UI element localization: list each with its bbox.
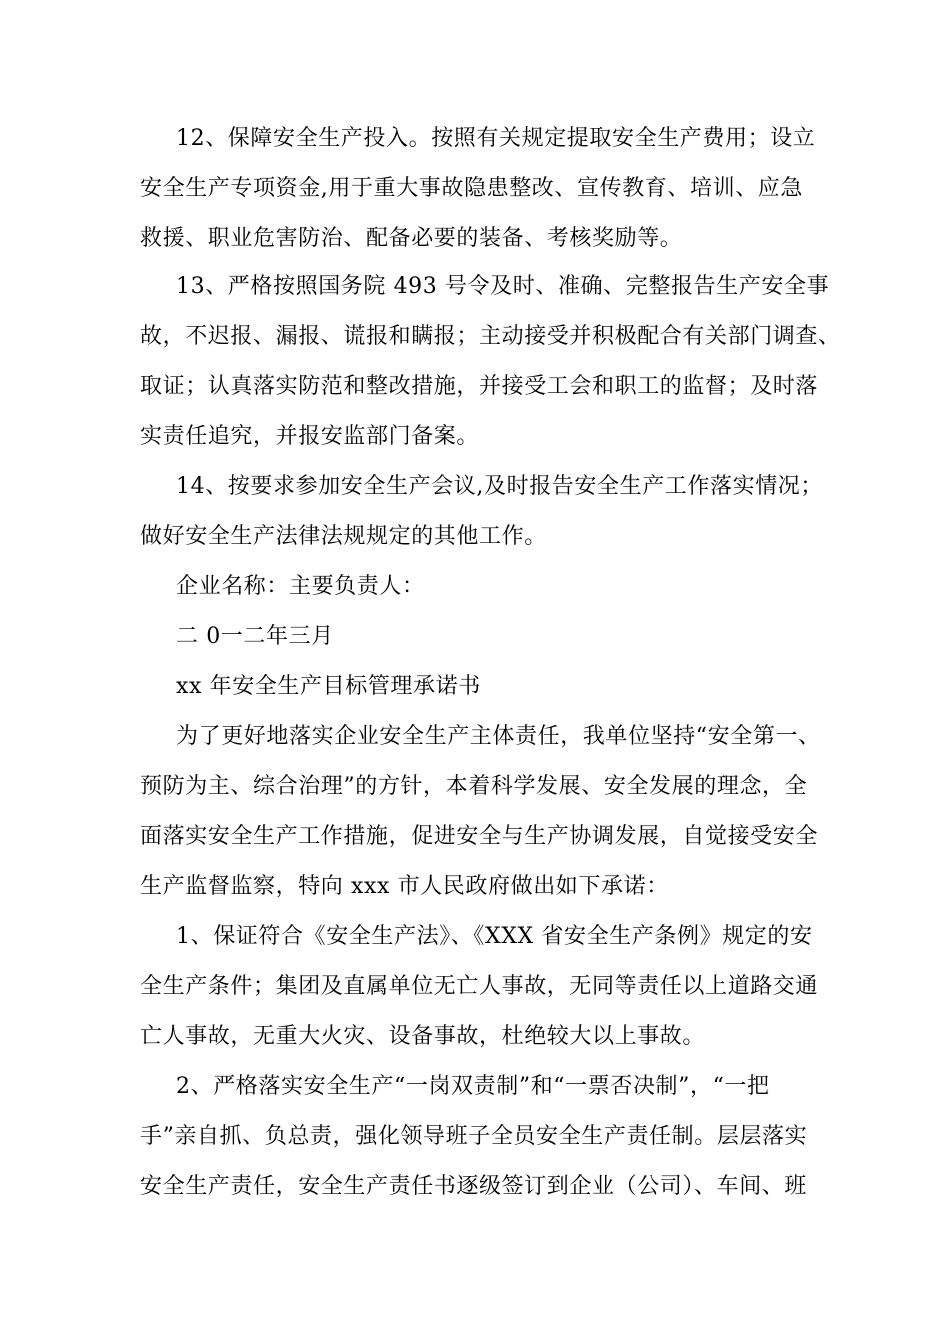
paragraph-12-line-3: 救援、职业危害防治、配备必要的装备、考核奖励等。 xyxy=(140,226,683,251)
commitment-1-line-1: 1、保证符合《安全生产法》、《XXX 省安全生产条例》规定的安 xyxy=(176,924,813,949)
paragraph-12-line-2: 安全生产专项资金,用于重大事故隐患整改、宣传教育、培训、应急 xyxy=(140,176,803,201)
intro-line-3: 面落实安全生产工作措施，促进安全与生产协调发展，自觉接受安全 xyxy=(140,824,819,849)
intro-line-2: 预防为主、综合治理”的方针，本着科学发展、安全发展的理念，全 xyxy=(140,774,808,799)
intro-line-4: 生产监督监察，特向 xxx 市人民政府做出如下承诺： xyxy=(140,874,669,899)
paragraph-12-line-1: 12、保障安全生产投入。按照有关规定提取安全生产费用；设立 xyxy=(176,126,816,151)
commitment-1-line-3: 亡人事故，无重大火灾、设备事故，杜绝较大以上事故。 xyxy=(140,1024,706,1049)
document-title: xx 年安全生产目标管理承诺书 xyxy=(176,674,481,699)
date-line: 二 0一二年三月 xyxy=(176,624,334,649)
paragraph-13-line-3: 取证；认真落实防范和整改措施，并接受工会和职工的监督；及时落 xyxy=(140,374,819,399)
commitment-2-line-1: 2、严格落实安全生产“一岗双责制”和“一票否决制”，“一把 xyxy=(176,1074,770,1099)
paragraph-14-line-2: 做好安全生产法律法规规定的其他工作。 xyxy=(140,524,547,549)
intro-line-1: 为了更好地落实企业安全生产主体责任，我单位坚持“安全第一、 xyxy=(176,724,821,749)
commitment-2-line-3: 安全生产责任，安全生产责任书逐级签订到企业（公司）、车间、班 xyxy=(140,1174,808,1199)
commitment-1-line-2: 全生产条件；集团及直属单位无亡人事故，无同等责任以上道路交通 xyxy=(140,974,819,999)
paragraph-13-line-2: 故，不迟报、漏报、谎报和瞒报；主动接受并积极配合有关部门调查、 xyxy=(140,324,841,349)
company-name-line: 企业名称：主要负责人： xyxy=(176,574,425,599)
paragraph-14-line-1: 14、按要求参加安全生产会议,及时报告安全生产工作落实情况； xyxy=(176,474,823,499)
paragraph-13-line-4: 实责任追究，并报安监部门备案。 xyxy=(140,424,480,449)
commitment-2-line-2: 手”亲自抓、负总责，强化领导班子全员安全生产责任制。层层落实 xyxy=(140,1124,808,1149)
paragraph-13-line-1: 13、严格按照国务院 493 号令及时、准确、完整报告生产安全事 xyxy=(176,274,830,299)
